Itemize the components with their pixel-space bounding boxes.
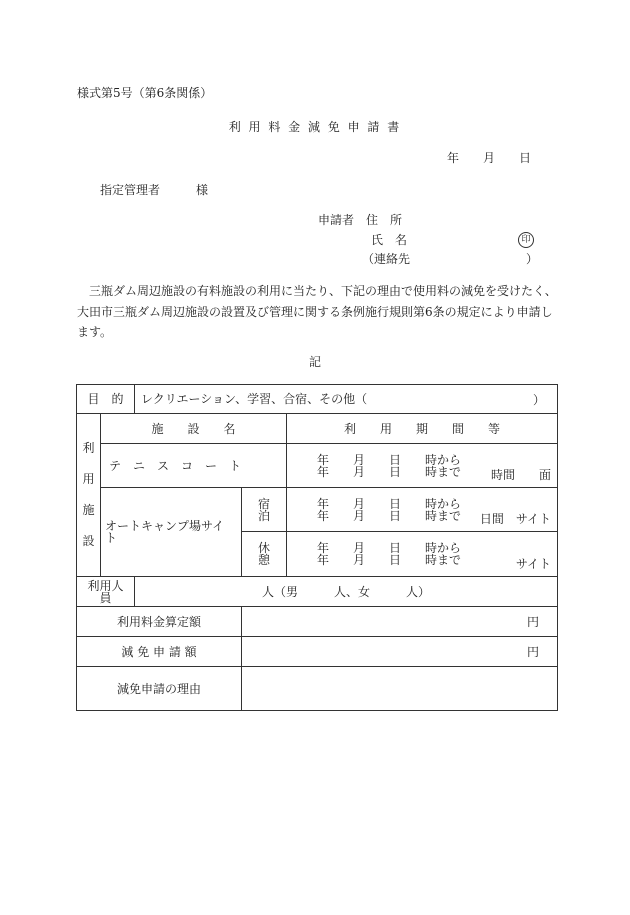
form-title: 利 用 料 金 減 免 申 請 書 [228, 120, 402, 134]
rest-period[interactable]: 年 月 日 時から 年 月 日 時まで サイト [287, 532, 558, 577]
header-period: 利 用 期 間 等 [287, 414, 558, 444]
rest-tail: サイト [515, 557, 552, 571]
tennis-tail: 時間 面 [491, 468, 552, 482]
application-table [76, 384, 558, 711]
reason-field[interactable] [242, 667, 558, 711]
body-text-line-3: ます。 [77, 325, 113, 339]
persons-label: 利用人員 [77, 577, 135, 607]
stay-period[interactable]: 年 月 日 時から 年 月 日 時まで 日間 サイト [287, 488, 558, 532]
body-text-line-1: 三瓶ダム周辺施設の有料施設の利用に当たり、下記の理由で使用料の減免を受けたく、 [89, 284, 557, 298]
date-line: 年 月 日 [447, 151, 532, 165]
exempt-field[interactable]: 円 [242, 637, 558, 667]
applicant-name-label: 氏 名 [371, 233, 408, 247]
seal-mark: 印 [518, 232, 534, 248]
applicant-contact-close: ） [526, 252, 539, 266]
purpose-label: 目 的 [77, 385, 135, 414]
exempt-label: 減 免 申 請 額 [77, 637, 242, 667]
facility-vertical-label: 利用施設 [77, 414, 101, 577]
stay-tail: 日間 サイト [479, 512, 552, 526]
purpose-close: ） [533, 393, 546, 407]
purpose-value: レクリエーション、学習、合宿、その他（ [141, 392, 368, 406]
fee-label: 利用料金算定額 [77, 607, 242, 637]
auto-camp-name: オートキャンプ場サイト [101, 488, 242, 577]
form-number: 様式第5号（第6条関係） [77, 86, 213, 100]
fee-field[interactable]: 円 [242, 607, 558, 637]
persons-field[interactable]: 人（男 人、女 人） [135, 577, 558, 607]
reason-label: 減免申請の理由 [77, 667, 242, 711]
header-facility: 施 設 名 [101, 414, 287, 444]
applicant-address-label: 申請者 住 所 [318, 213, 403, 227]
rest-label: 休 憩 [242, 532, 287, 577]
body-text-line-2: 大田市三瓶ダム周辺施設の設置及び管理に関する条例施行規則第6条の規定により申請し [77, 305, 553, 319]
purpose-field[interactable] [135, 385, 558, 414]
addressee: 指定管理者 様 [100, 183, 209, 197]
tennis-period[interactable]: 年 月 日 時から 年 月 日 時まで 時間 面 [287, 444, 558, 488]
tennis-court-name: テ ニ ス コ ー ト [101, 444, 287, 488]
ki-heading: 記 [308, 355, 321, 369]
stay-label: 宿 泊 [242, 488, 287, 532]
applicant-contact-label: （連絡先 [362, 252, 411, 266]
